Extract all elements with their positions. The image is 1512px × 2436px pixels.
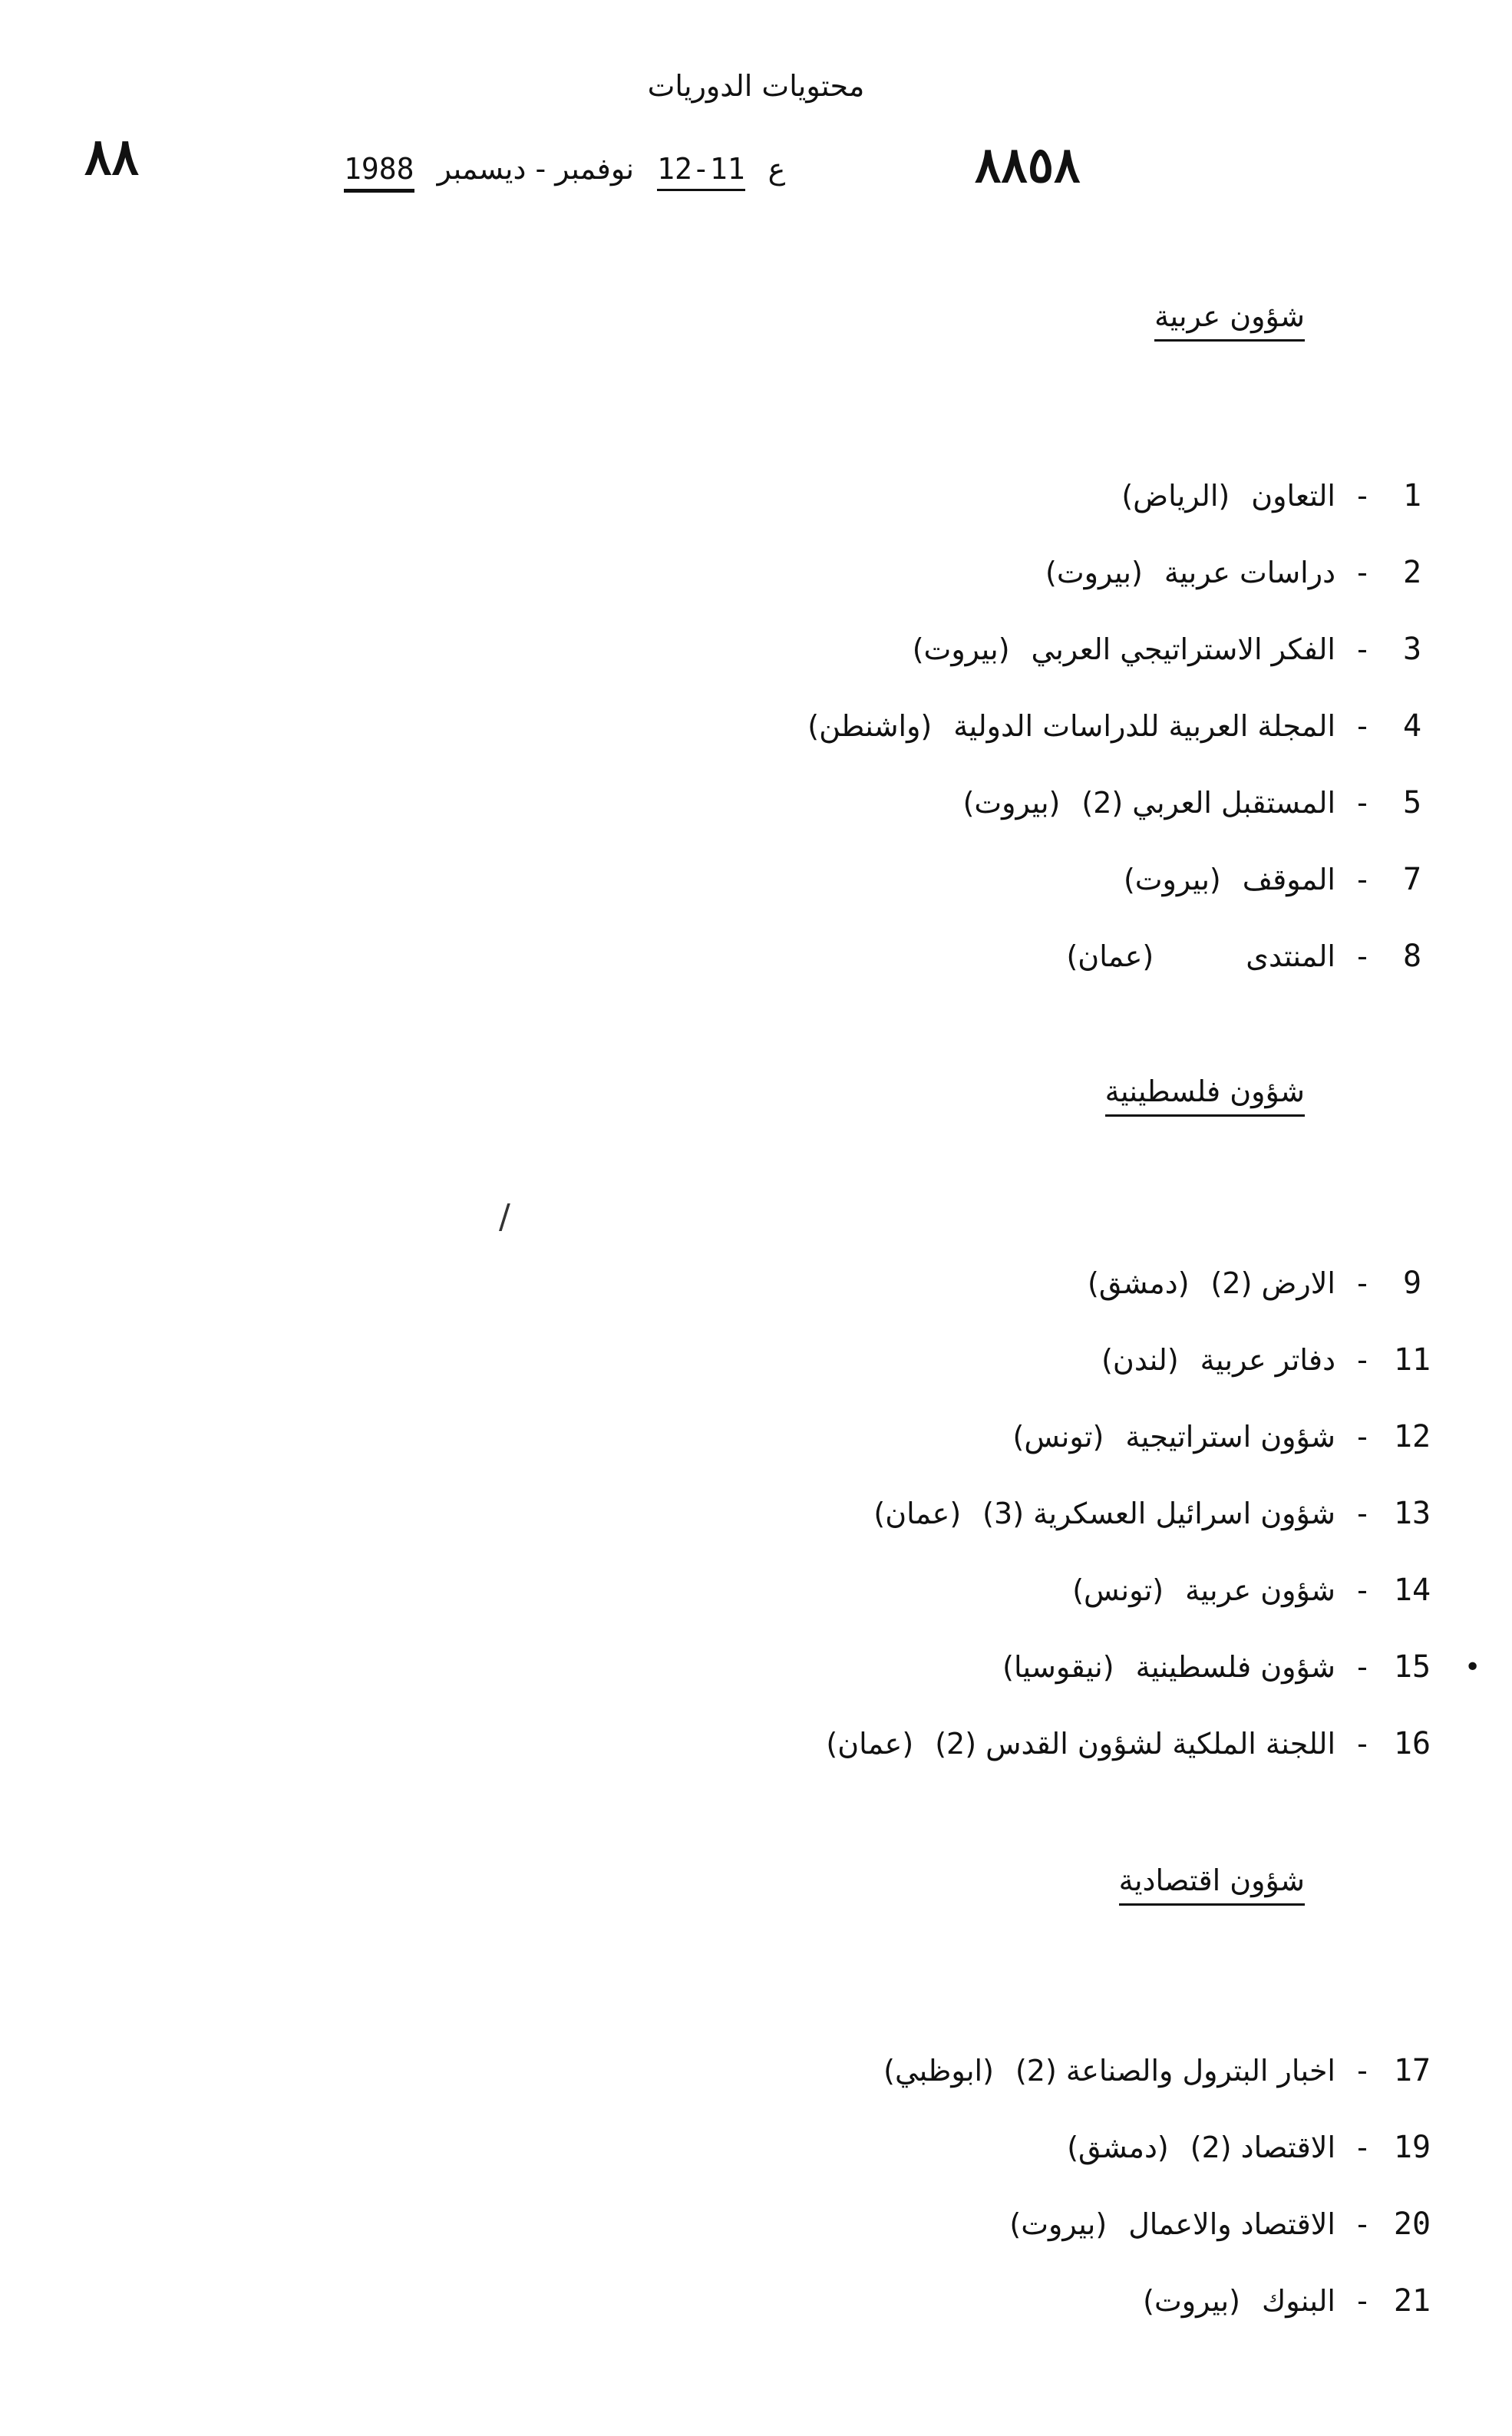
item-dash: - (1357, 1497, 1368, 1530)
item-number: 3 (1402, 632, 1422, 667)
item-title: المنتدى (1246, 939, 1335, 973)
item-dash: - (1357, 863, 1368, 896)
list-item (1067, 2124, 1443, 2170)
item-dash: - (1357, 2131, 1368, 2164)
item-number: 15 (1393, 1649, 1431, 1685)
handwritten-archive-number: ٨٨٥٨ (975, 137, 1081, 194)
item-title: شؤون عربية (1185, 1573, 1335, 1607)
item-city: (بيروت) (912, 632, 1010, 666)
issue-date: نوفمبر - ديسمبر (437, 152, 635, 186)
item-number: 2 (1402, 555, 1422, 590)
list-item (1013, 1414, 1444, 1460)
issue-number: 11-12 (657, 152, 744, 191)
item-city: (بيروت) (1045, 556, 1143, 589)
item-number: 16 (1393, 1726, 1431, 1761)
item-city: (تونس) (1012, 1420, 1104, 1454)
item-dash: - (1357, 1266, 1368, 1300)
item-city: (بيروت) (1123, 863, 1221, 896)
item-city: (بيروت) (1009, 2207, 1108, 2241)
item-dash: - (1357, 1727, 1368, 1761)
item-number: 11 (1393, 1342, 1431, 1378)
item-city: (لندن) (1101, 1343, 1179, 1377)
list-item (1009, 2201, 1443, 2247)
item-city: (بيروت) (1143, 2284, 1240, 2318)
item-number: 1 (1402, 478, 1422, 513)
list-item (1045, 550, 1443, 596)
list-item (1143, 2278, 1443, 2324)
issue-prefix: ع (768, 152, 786, 186)
item-city: (بيروت) (962, 786, 1061, 820)
item-dash: - (1357, 632, 1368, 666)
stray-mark: / (499, 1197, 510, 1236)
list-item (1088, 1260, 1443, 1306)
item-city: (ابوظبي) (883, 2054, 994, 2088)
item-dash: - (1357, 786, 1368, 820)
item-number: 21 (1393, 2283, 1431, 2319)
item-city: (دمشق) (1088, 1266, 1190, 1300)
margin-dot: • (1464, 1652, 1481, 1683)
issue-year: 1988 (344, 152, 414, 193)
item-title: الاقتصاد والاعمال (1128, 2207, 1335, 2241)
item-number: 14 (1393, 1573, 1431, 1608)
item-dash: - (1357, 1420, 1368, 1454)
list-item (1072, 1567, 1443, 1613)
list-item (807, 703, 1443, 749)
issue-info (330, 152, 785, 186)
item-number: 8 (1402, 939, 1422, 974)
item-dash: - (1357, 1650, 1368, 1684)
item-city: (دمشق) (1067, 2131, 1169, 2164)
list-item (873, 1490, 1443, 1537)
item-title: شؤون استراتيجية (1125, 1420, 1335, 1454)
handwritten-page-number: ٨٨ (84, 127, 139, 186)
item-number: 17 (1393, 2053, 1431, 2088)
item-title: المجلة العربية للدراسات الدولية (953, 709, 1335, 743)
item-title: المستقبل العربي (2) (1081, 786, 1335, 820)
item-city: (عمان) (873, 1497, 962, 1530)
item-title: دفاتر عربية (1200, 1343, 1335, 1377)
item-city: (عمان) (826, 1727, 914, 1761)
item-title: الارض (2) (1210, 1266, 1335, 1300)
item-number: 5 (1402, 785, 1422, 820)
item-dash: - (1357, 2207, 1368, 2241)
list-item (1066, 933, 1443, 979)
item-title: شؤون اسرائيل العسكرية (3) (982, 1497, 1335, 1530)
item-title: البنوك (1261, 2284, 1335, 2318)
list-item (913, 626, 1443, 672)
item-dash: - (1357, 709, 1368, 743)
item-city: (واشنطن) (807, 709, 933, 743)
item-title: الموقف (1242, 863, 1335, 896)
item-city: (تونس) (1072, 1573, 1164, 1607)
list-item (963, 780, 1443, 826)
item-city: (نيقوسيا) (1002, 1650, 1114, 1684)
item-number: 13 (1393, 1496, 1431, 1531)
section-heading-arab-affairs: شؤون عربية (1154, 299, 1305, 342)
item-number: 9 (1402, 1266, 1422, 1301)
item-number: 4 (1402, 708, 1422, 744)
item-dash: - (1357, 2054, 1368, 2088)
item-number: 19 (1393, 2130, 1431, 2165)
item-title: شؤون فلسطينية (1135, 1650, 1335, 1684)
item-title: الاقتصاد (2) (1190, 2131, 1335, 2164)
section-heading-economic-affairs: شؤون اقتصادية (1119, 1863, 1305, 1906)
item-dash: - (1357, 939, 1368, 973)
item-title: اخبار البترول والصناعة (2) (1015, 2054, 1335, 2088)
list-item (883, 2048, 1443, 2094)
page-title: محتويات الدوريات (647, 69, 865, 103)
item-number: 7 (1402, 862, 1422, 897)
item-number: 12 (1393, 1419, 1431, 1454)
item-title: التعاون (1251, 479, 1335, 513)
item-title: الفكر الاستراتيجي العربي (1031, 632, 1335, 666)
item-title: دراسات عربية (1164, 556, 1335, 589)
item-dash: - (1357, 479, 1368, 513)
item-city: (عمان) (1066, 939, 1154, 973)
section-heading-palestinian-affairs: شؤون فلسطينية (1105, 1074, 1305, 1117)
item-dash: - (1357, 556, 1368, 589)
list-item (1002, 1644, 1443, 1690)
list-item (1124, 857, 1443, 903)
item-number: 20 (1393, 2207, 1431, 2242)
list-item (1121, 473, 1443, 519)
item-dash: - (1357, 1573, 1368, 1607)
list-item (1101, 1337, 1443, 1383)
item-dash: - (1357, 2284, 1368, 2318)
list-item (826, 1721, 1443, 1767)
item-city: (الرياض) (1121, 479, 1230, 513)
item-title: اللجنة الملكية لشؤون القدس (2) (935, 1727, 1335, 1761)
item-dash: - (1357, 1343, 1368, 1377)
